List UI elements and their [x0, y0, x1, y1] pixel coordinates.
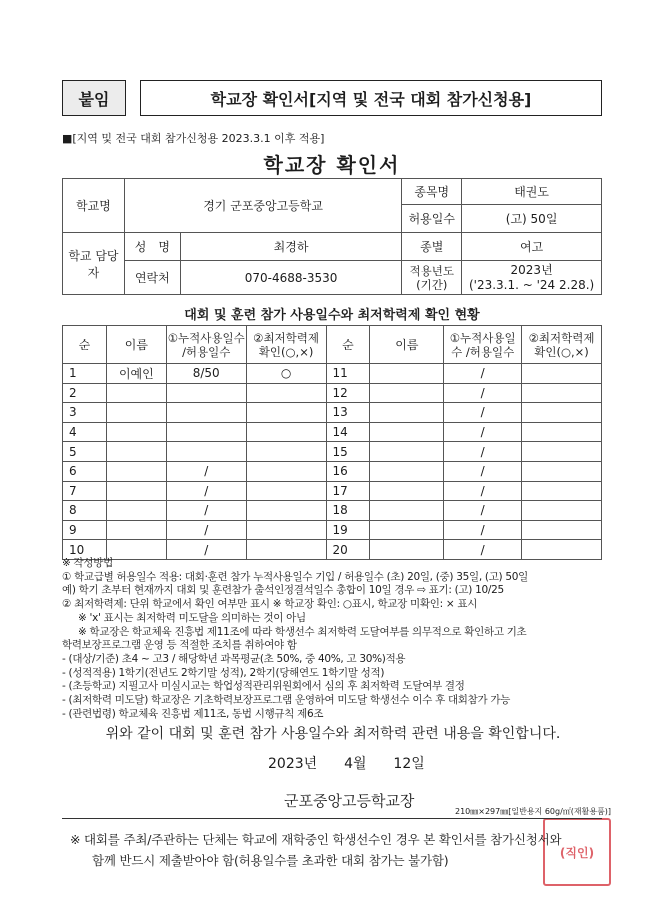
row-no: 6 — [63, 461, 107, 481]
row-name — [106, 383, 166, 403]
row-no: 3 — [63, 403, 107, 423]
note-line: - (대상/기준) 초4 ~ 고3 / 해당학년 과목평균(초 50%, 중 40%, 고 30%)적용 — [62, 652, 406, 665]
row-check — [246, 383, 326, 403]
form-title-box — [140, 80, 602, 116]
row-no-2: 18 — [326, 501, 370, 521]
row-name-2 — [370, 422, 444, 442]
period-value: ('23.3.1. ~ '24 2.28.) — [468, 277, 595, 292]
col-name: 이름 — [106, 326, 166, 364]
table-row — [63, 422, 602, 442]
attachment-tag-label: 붙임 — [78, 89, 110, 109]
row-check — [246, 481, 326, 501]
row-days-2: / — [444, 481, 522, 501]
status-header-row — [63, 326, 602, 364]
note-line: - (관련법령) 학교체육 진흥법 제11조, 동법 시행규칙 제6조 — [62, 707, 324, 720]
signer: 군포중앙고등학교장 — [284, 792, 415, 810]
row-no: 2 — [63, 383, 107, 403]
row-name — [106, 501, 166, 521]
row-days-2: / — [444, 520, 522, 540]
contact-label: 연락처 — [124, 261, 180, 295]
row-days: / — [166, 520, 246, 540]
row-name — [106, 461, 166, 481]
table-row — [63, 481, 602, 501]
seal-text: (직인) — [559, 845, 595, 860]
table-row — [63, 364, 602, 384]
official-seal — [543, 818, 611, 886]
row-days-2: / — [444, 540, 522, 560]
date-year: 2023년 — [268, 756, 318, 772]
table-row — [63, 461, 602, 481]
row-check: ○ — [246, 364, 326, 384]
footer-note-2: 함께 반드시 제출받아야 함(허용일수를 초과한 대회 참가는 불가함) — [92, 853, 449, 868]
row-name — [106, 481, 166, 501]
row-no: 9 — [63, 520, 107, 540]
note-line: - (최저학력 미도달) 학교장은 기초학력보장프로그램 운영하여 미도달 학생선수 이수 후 대회참가 가능 — [62, 694, 511, 706]
note-line: 학력보장프로그램 운영 등 적절한 조치를 취하여야 함 — [62, 639, 297, 652]
row-name-2 — [370, 403, 444, 423]
row-days — [166, 383, 246, 403]
row-no: 5 — [63, 442, 107, 462]
row-check — [246, 422, 326, 442]
row-name-2 — [370, 501, 444, 521]
row-name-2 — [370, 383, 444, 403]
row-days-2: / — [444, 501, 522, 521]
row-check-2 — [522, 442, 602, 462]
row-no-2: 14 — [326, 422, 370, 442]
row-name — [106, 422, 166, 442]
row-no-2: 19 — [326, 520, 370, 540]
name-value: 최경하 — [180, 233, 402, 261]
row-no-2: 13 — [326, 403, 370, 423]
row-check — [246, 403, 326, 423]
row-days: / — [166, 540, 246, 560]
date-day: 12일 — [393, 756, 425, 772]
note-line: ※ 'x' 표시는 최저학력 미도달을 의미하는 것이 아님 — [78, 611, 306, 624]
date-month: 4월 — [344, 756, 367, 772]
row-check-2 — [522, 461, 602, 481]
date-line — [268, 753, 568, 775]
row-no: 4 — [63, 422, 107, 442]
allowed-days-value: (고) 50일 — [462, 205, 602, 233]
row-check — [246, 501, 326, 521]
note-line: ※ 작성방법 — [62, 557, 113, 569]
year-value: 2023년 — [510, 262, 553, 277]
row-days-2: / — [444, 422, 522, 442]
doc-title: 학교장 확인서 — [263, 152, 401, 177]
row-check — [246, 520, 326, 540]
table-row — [63, 540, 602, 560]
row-days: / — [166, 501, 246, 521]
year-label: 적용년도 (기간) — [402, 261, 462, 295]
event-value: 태권도 — [462, 179, 602, 205]
row-name-2 — [370, 442, 444, 462]
table-row — [63, 520, 602, 540]
note-line: ② 최저학력제: 단위 학교에서 확인 여부만 표시 ※ 학교장 확인: ○표시, 학교장 미확인: × 표시 — [62, 598, 478, 611]
contact-value: 070-4688-3530 — [180, 261, 402, 295]
row-name-2 — [370, 540, 444, 560]
row-no-2: 15 — [326, 442, 370, 462]
paper-spec: 210㎜×297㎜[일반용지 60g/㎡(재활용품)] — [455, 807, 612, 816]
row-check-2 — [522, 422, 602, 442]
note-line: ① 학교급별 허용일수 적용: 대회·훈련 참가 누적사용일수 기입 / 허용일수 (초) 20일, (중) 35일, (고) 50일 — [62, 570, 528, 583]
table-row — [63, 501, 602, 521]
row-name-2 — [370, 520, 444, 540]
status-table — [62, 325, 602, 560]
row-check-2 — [522, 403, 602, 423]
row-name — [106, 442, 166, 462]
row-name — [106, 540, 166, 560]
row-check — [246, 461, 326, 481]
col-check: ②최저학력제 확인(○,×) — [246, 326, 326, 364]
row-check-2 — [522, 520, 602, 540]
row-no: 1 — [63, 364, 107, 384]
col-name-2: 이름 — [370, 326, 444, 364]
row-name-2 — [370, 461, 444, 481]
row-days-2: / — [444, 461, 522, 481]
attachment-tag — [62, 80, 126, 116]
note-line: 예) 학기 초부터 현재까지 대회 및 훈련참가 출석인정결석일수 총합이 10일 경우 ⇨ 표기: (고) 10/25 — [62, 584, 504, 597]
footer-note: ※ 대회를 주최/주관하는 단체는 학교에 재학중인 학생선수인 경우 본 확인서를 참가신청서와 — [70, 832, 562, 847]
allowed-days-label: 허용일수 — [402, 205, 462, 233]
row-no-2: 11 — [326, 364, 370, 384]
row-days — [166, 403, 246, 423]
col-days-2: ①누적사용일수 /허용일수 — [444, 326, 522, 364]
event-label: 종목명 — [402, 179, 462, 205]
row-no-2: 17 — [326, 481, 370, 501]
gender-value: 여고 — [462, 233, 602, 261]
row-days-2: / — [444, 364, 522, 384]
col-no: 순 — [63, 326, 107, 364]
row-days — [166, 422, 246, 442]
row-days: / — [166, 461, 246, 481]
table-row — [63, 403, 602, 423]
row-days: 8/50 — [166, 364, 246, 384]
school-label: 학교명 — [63, 179, 125, 233]
applicability-note: ■[지역 및 전국 대회 참가신청용 2023.3.1 이후 적용] — [62, 132, 325, 145]
row-check-2 — [522, 383, 602, 403]
manager-label: 학교 담당자 — [63, 233, 125, 295]
info-table — [62, 178, 602, 295]
row-check-2 — [522, 540, 602, 560]
row-name-2 — [370, 364, 444, 384]
row-name-2 — [370, 481, 444, 501]
row-check-2 — [522, 501, 602, 521]
name-label: 성 명 — [124, 233, 180, 261]
note-line: ※ 학교장은 학교체육 진흥법 제11조에 따라 학생선수 최저학력 도달여부를 의무적으로 확인하고 기초 — [78, 625, 527, 638]
form-title: 학교장 확인서[지역 및 전국 대회 참가신청용] — [210, 89, 532, 109]
row-no: 10 — [63, 540, 107, 560]
row-no: 7 — [63, 481, 107, 501]
col-no-2: 순 — [326, 326, 370, 364]
row-name — [106, 520, 166, 540]
col-check-2: ②최저학력제 확인(○,×) — [522, 326, 602, 364]
note-line: - (초등학교) 지필고사 미실시교는 학업성적관리위원회에서 심의 후 최저학력 도달여부 결정 — [62, 680, 465, 693]
col-days: ①누적사용일수 /허용일수 — [166, 326, 246, 364]
row-no-2: 16 — [326, 461, 370, 481]
school-value: 경기 군포중앙고등학교 — [124, 179, 401, 233]
row-check — [246, 442, 326, 462]
separator-line — [62, 818, 602, 819]
row-days — [166, 442, 246, 462]
row-no-2: 20 — [326, 540, 370, 560]
confirm-text: 위와 같이 대회 및 훈련 참가 사용일수와 최저학력 관련 내용을 확인합니다. — [105, 726, 561, 742]
row-check-2 — [522, 481, 602, 501]
row-days-2: / — [444, 403, 522, 423]
table-row — [63, 383, 602, 403]
row-check — [246, 540, 326, 560]
table-row — [63, 442, 602, 462]
row-no: 8 — [63, 501, 107, 521]
note-line: - (성적적용) 1학기(전년도 2학기말 성적), 2학기(당해연도 1학기말 성적) — [62, 666, 385, 679]
row-name: 이예인 — [106, 364, 166, 384]
status-title: 대회 및 훈련 참가 사용일수와 최저학력제 확인 현황 — [184, 307, 480, 323]
row-days-2: / — [444, 383, 522, 403]
row-days: / — [166, 481, 246, 501]
gender-label: 종별 — [402, 233, 462, 261]
row-days-2: / — [444, 442, 522, 462]
row-check-2 — [522, 364, 602, 384]
row-name — [106, 403, 166, 423]
year-cell — [462, 261, 602, 295]
row-no-2: 12 — [326, 383, 370, 403]
